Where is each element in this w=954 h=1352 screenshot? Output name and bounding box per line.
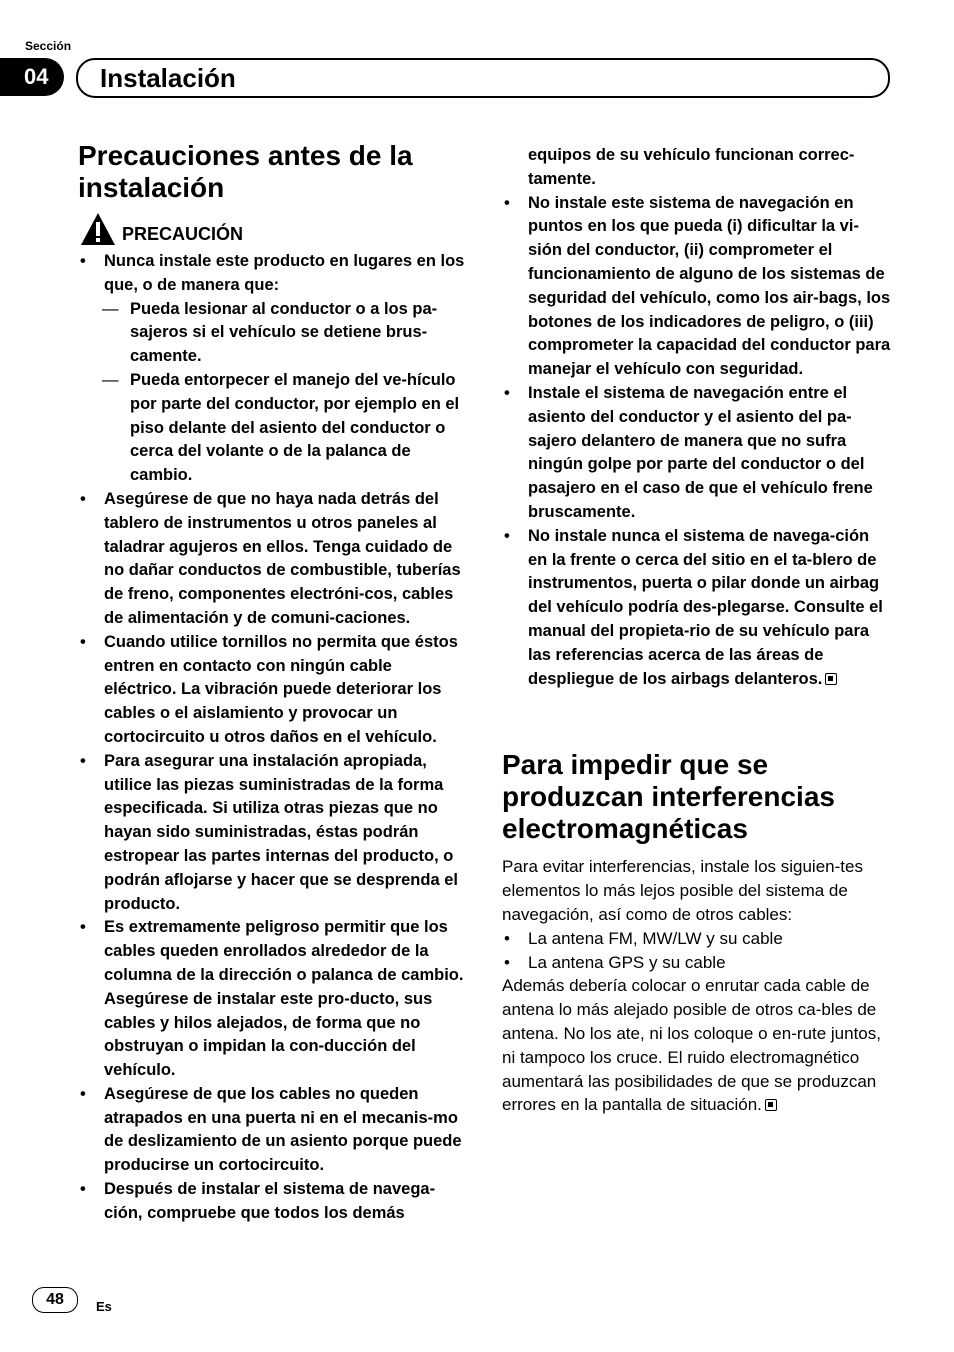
list-item: • Cuando utilice tornillos no permita que éstos entren en contacto con ningún cable eléctrico. La vibración puede deteriorar los cables o el aislamiento y provocar un cortocircuito u otros daños en el vehículo. xyxy=(78,631,468,750)
list-item: • Es extremamente peligroso permitir que los cables queden enrollados alrededor de la columna de la dirección o palanca de cambio. Asegúrese de instalar este pro-ducto, sus cables y hilos alejados, de forma que no obstruyan o impidan la con-ducción del vehículo. xyxy=(78,916,468,1083)
end-of-section-icon xyxy=(765,1099,777,1111)
language-code: Es xyxy=(96,1299,112,1314)
list-item: • Instale el sistema de navegación entre el asiento del conductor y el asiento del pa-sajero delantero de manera que no sufra ningún golpe por parte del conductor o del pasajero en el caso de que el vehículo frene bruscamente. xyxy=(502,382,892,525)
section-title: Instalación xyxy=(100,63,236,93)
interference-list xyxy=(502,927,892,975)
end-of-section-icon xyxy=(825,673,837,685)
left-column xyxy=(78,140,468,1226)
warning-triangle-icon xyxy=(80,212,116,246)
list-item: • Asegúrese de que no haya nada detrás del tablero de instrumentos u otros paneles al taladrar agujeros en ellos. Tenga cuidado de no dañar conductos de combustible, tuberías de freno, componentes electróni-cos, cables de alimentación y de comuni-caciones. xyxy=(78,488,468,631)
precautions-list-continued xyxy=(502,192,892,692)
list-item: • La antena GPS y su cable xyxy=(502,951,892,975)
list-item: • Después de instalar el sistema de navega-ción, compruebe que todos los demás xyxy=(78,1178,468,1226)
list-item: • No instale este sistema de navegación en puntos en los que pueda (i) dificultar la vi-sión del conductor, (ii) comprometer el funcionamiento de alguno de los sistemas de seguridad del vehículo, como los air-bags, los botones de los indicadores de peligro, o (iii) comprometer la capacidad del conductor para manejar el vehículo con seguridad. xyxy=(502,192,892,382)
list-item: • La antena FM, MW/LW y su cable xyxy=(502,927,892,951)
sub-list-item: — Pueda entorpecer el manejo del ve-hículo por parte del conductor, por ejemplo en el piso delante del asiento del conductor o cerca del volante o de la palanca de cambio. xyxy=(78,369,468,488)
section-title-box xyxy=(76,58,890,98)
caution-label: PRECAUCIÓN xyxy=(122,224,244,244)
sub-list-item: — Pueda lesionar al conductor o a los pa-sajeros si el vehículo se detiene brus-camente. xyxy=(78,298,468,369)
list-item-continuation: equipos de su vehículo funcionan correc-tamente. xyxy=(528,146,855,188)
section-number-badge: 04 xyxy=(0,58,64,96)
precautions-heading: Precauciones antes de la instalación xyxy=(78,140,413,203)
page-number: 48 xyxy=(32,1287,78,1313)
interference-outro xyxy=(502,974,892,1117)
interference-intro: Para evitar interferencias, instale los siguien-tes elementos lo más lejos posible del sistema de navegación, así como de otros cables: xyxy=(502,857,863,924)
interference-outro-text: Además debería colocar o enrutar cada cable de antena lo más alejado posible de otros ca-bles de antena. No los ate, ni los coloque o en-rute juntos, ni tampoco los cruce. El ruido electromagnético aumentará las posibilidades de que se produzcan errores en la pantalla de situación. xyxy=(502,976,881,1115)
list-item: • Asegúrese de que los cables no queden atrapados en una puerta ni en el mecanis-mo de deslizamiento de un asiento porque puede producirse un cortocircuito. xyxy=(78,1083,468,1178)
right-column xyxy=(502,144,892,1117)
list-item: • Nunca instale este producto en lugares en los que, o de manera que: xyxy=(78,250,468,298)
section-label: Sección xyxy=(25,39,72,53)
caution-header xyxy=(78,210,468,250)
list-item-text: No instale nunca el sistema de navega-ción en la frente o cerca del sitio en el ta-blero de instrumentos, puerta o pilar donde un airbag del vehículo podría des-plegarse. Consulte el manual del propieta-rio de su vehículo para las referencias acerca de las áreas de despliegue de los airbags delanteros. xyxy=(528,526,883,688)
precautions-list xyxy=(78,250,468,1226)
list-item xyxy=(502,525,892,692)
list-item: • Para asegurar una instalación apropiada, utilice las piezas suministradas de la forma especificada. Si utiliza otras piezas que no hayan sido suministradas, éstas podrán estropear las partes internas del producto, o podrán aflojarse y hacer que se desprenda el producto. xyxy=(78,750,468,917)
interference-heading: Para impedir que se produzcan interferencias electromagnéticas xyxy=(502,749,835,845)
